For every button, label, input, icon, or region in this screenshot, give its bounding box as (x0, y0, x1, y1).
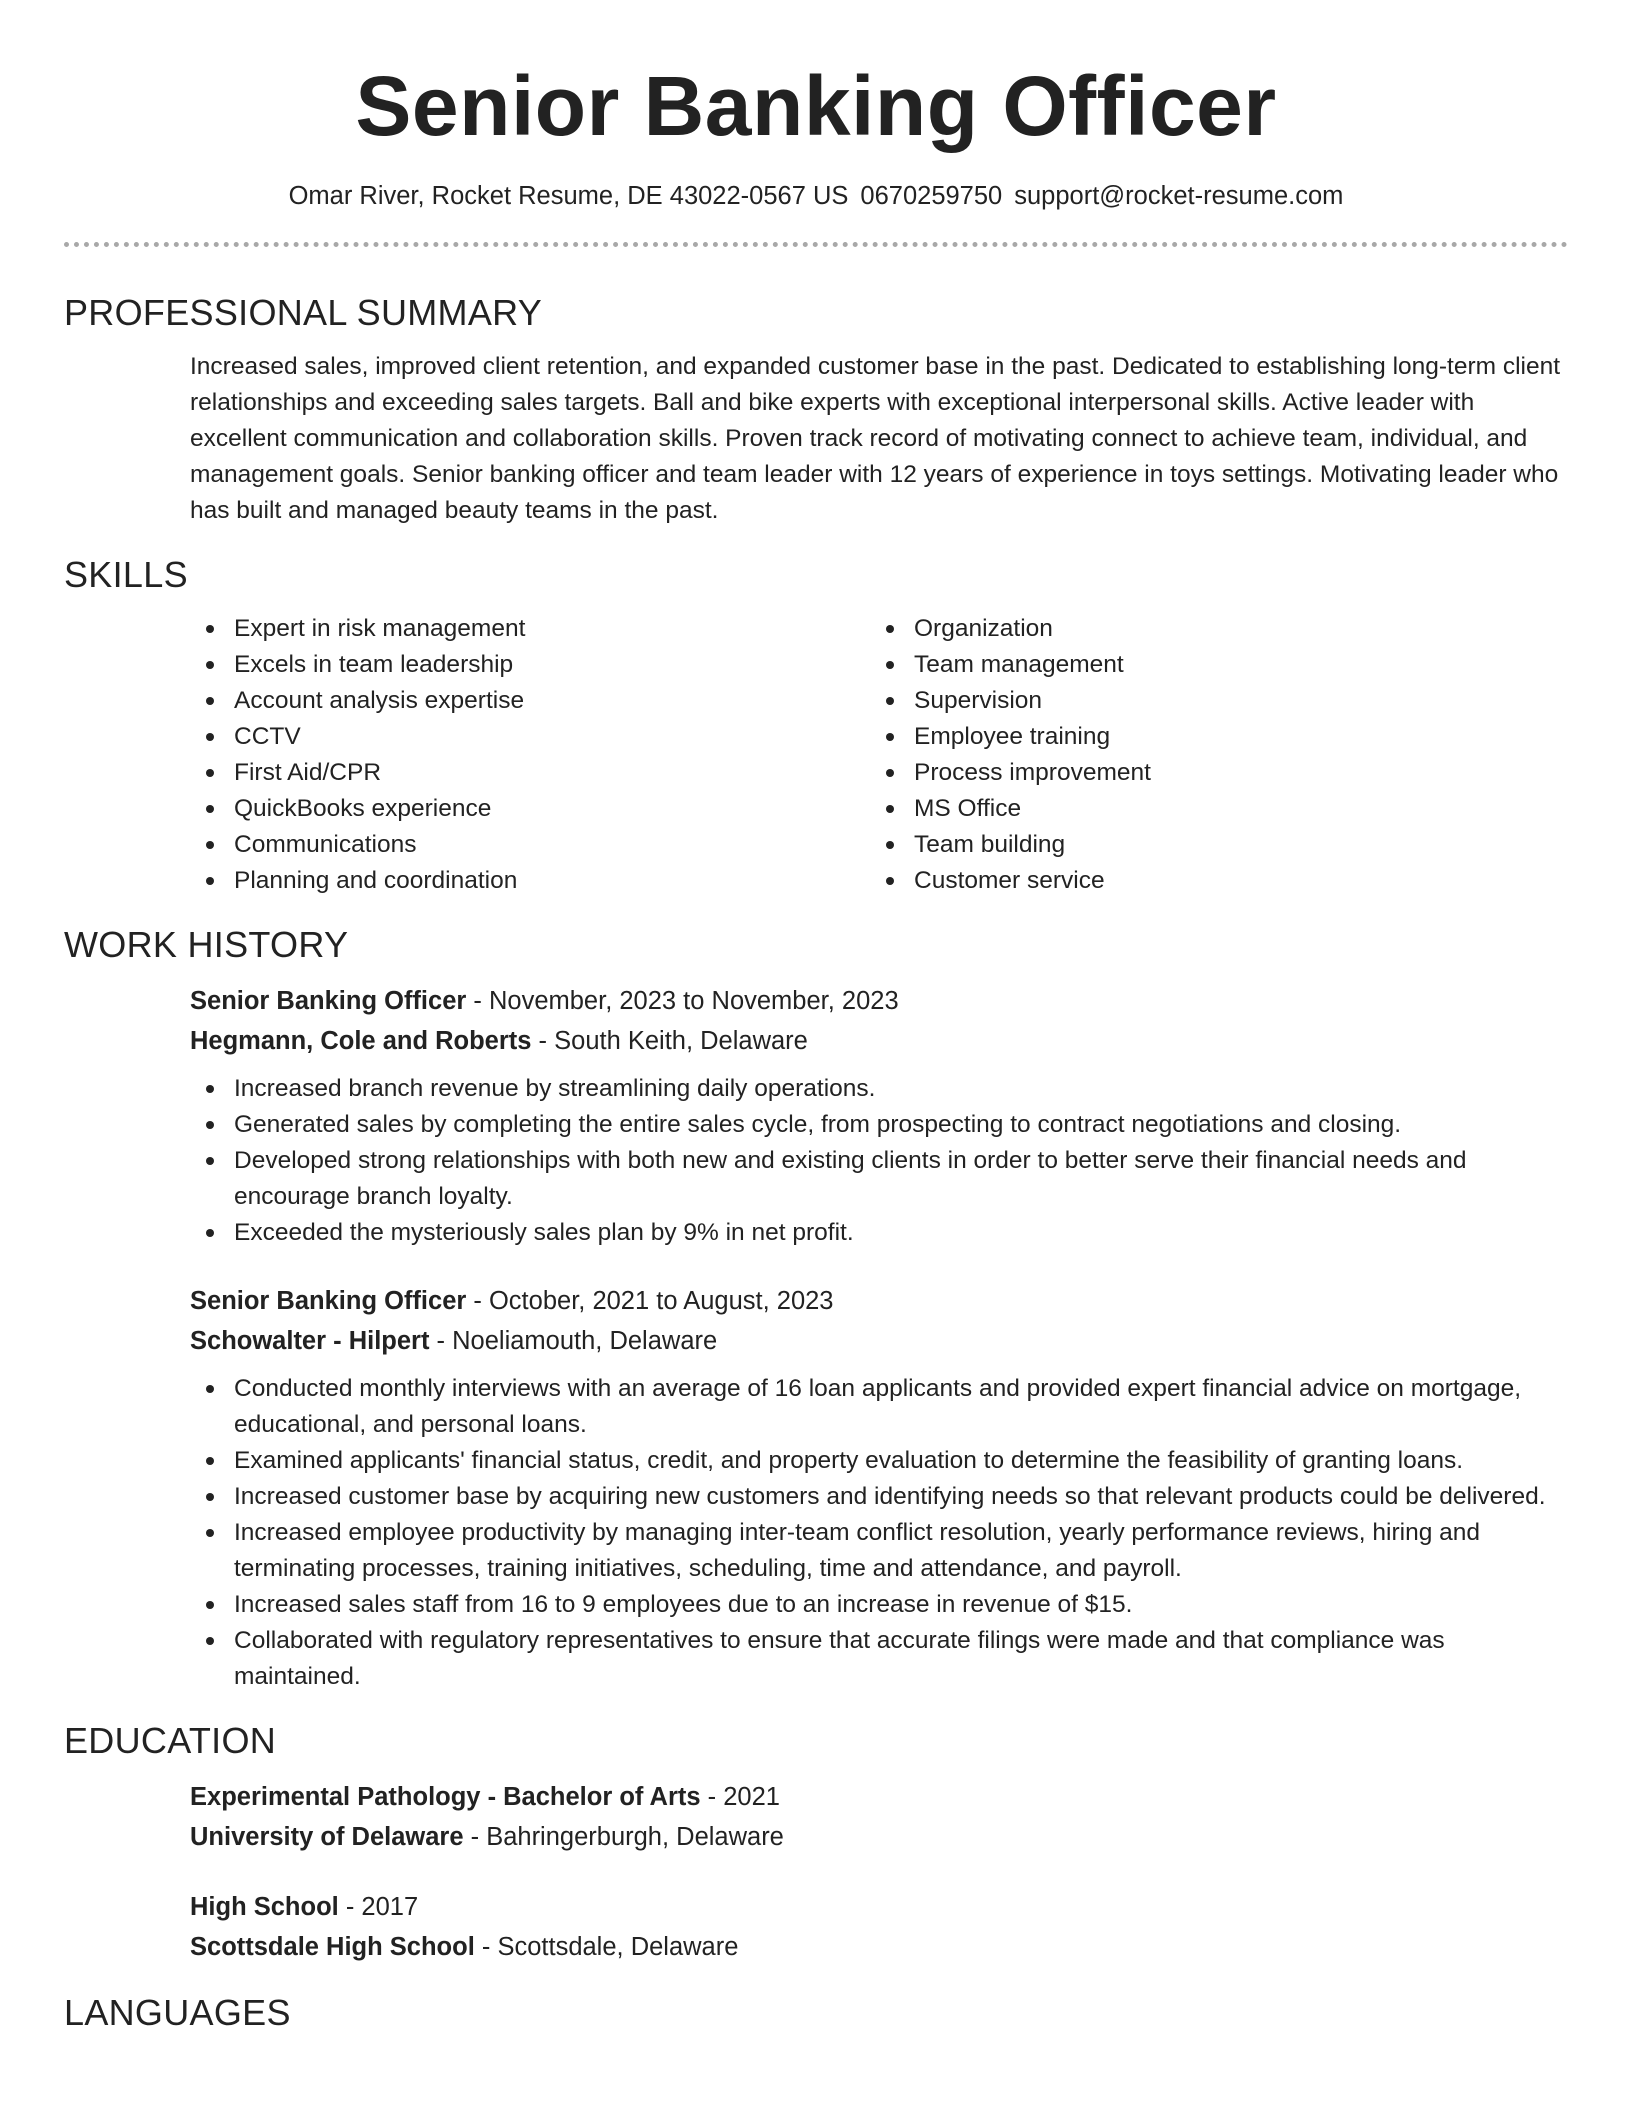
contact-email: support@rocket-resume.com (1014, 182, 1344, 210)
job-bullet: Generated sales by completing the entire sales cycle, from prospecting to contract negotiations and closing. (190, 1107, 1568, 1143)
skills-list (64, 611, 1568, 899)
job-bullet: Increased sales staff from 16 to 9 employees due to an increase in revenue of $15. (190, 1587, 1568, 1623)
job-position: Senior Banking Officer (190, 987, 467, 1015)
education-school: University of Delaware (190, 1823, 464, 1851)
summary-heading: PROFESSIONAL SUMMARY (64, 292, 543, 333)
job-bullet: Increased employee productivity by managing inter-team conflict resolution, yearly performance reviews, hiring and terminating processes, training initiatives, scheduling, time and attendance, and payroll. (190, 1515, 1568, 1587)
job-title-line (190, 1281, 1568, 1321)
job-bullet: Increased branch revenue by streamlining daily operations. (190, 1071, 1568, 1107)
contact-line (64, 180, 1568, 212)
education-degree: Experimental Pathology - Bachelor of Arts (190, 1783, 701, 1811)
skill-item: Supervision (870, 683, 1550, 719)
skill-item: QuickBooks experience (190, 791, 870, 827)
job-dates: - October, 2021 to August, 2023 (466, 1287, 834, 1315)
resume-title: Senior Banking Officer (355, 59, 1277, 153)
skill-item: Communications (190, 827, 870, 863)
job-bullet: Conducted monthly interviews with an average of 16 loan applicants and provided expert financial advice on mortgage, educational, and personal loans. (190, 1371, 1568, 1443)
education-school-line (190, 1817, 1568, 1857)
skill-item: Process improvement (870, 755, 1550, 791)
skill-item: Team management (870, 647, 1550, 683)
job-dates: - November, 2023 to November, 2023 (466, 987, 899, 1015)
education-degree-line (190, 1777, 1568, 1817)
contact-address: Omar River, Rocket Resume, DE 43022-0567 US (288, 182, 849, 210)
education-year: - 2021 (700, 1783, 780, 1811)
job-company: Hegmann, Cole and Roberts (190, 1027, 532, 1055)
skills-column-right (870, 611, 1550, 899)
skill-item: CCTV (190, 719, 870, 755)
skill-item: MS Office (870, 791, 1550, 827)
job-bullet: Collaborated with regulatory representatives to ensure that accurate filings were made and that compliance was maintained. (190, 1623, 1568, 1695)
job-bullet: Exceeded the mysteriously sales plan by 9% in net profit. (190, 1215, 1568, 1251)
skills-column-left (190, 611, 870, 899)
job-bullets (190, 1071, 1568, 1251)
job-title-line (190, 981, 1568, 1021)
education-entry (64, 1777, 1568, 1857)
skill-item: Organization (870, 611, 1550, 647)
languages-heading: LANGUAGES (64, 1992, 291, 2033)
job-location: - South Keith, Delaware (531, 1027, 808, 1055)
education-year: - 2017 (338, 1893, 419, 1921)
education-entry (64, 1887, 1568, 1967)
education-location: - Bahringerburgh, Delaware (463, 1823, 784, 1851)
education-school: Scottsdale High School (190, 1933, 475, 1961)
skill-item: Excels in team leadership (190, 647, 870, 683)
education-degree-line (190, 1887, 1568, 1927)
skills-heading: SKILLS (64, 554, 188, 595)
skill-item: Team building (870, 827, 1550, 863)
job-bullet: Examined applicants' financial status, credit, and property evaluation to determine the feasibility of granting loans. (190, 1443, 1568, 1479)
job-company-line (190, 1321, 1568, 1361)
summary-text: Increased sales, improved client retention, and expanded customer base in the past. Dedicated to establishing long-term client relationships and exceeding sales targets. Ball and bike experts with exceptional interpersonal skills. Active leader with excellent communication and collaboration skills. Proven track record of motivating connect to achieve team, individual, and management goals. Senior banking officer and team leader with 12 years of experience in toys settings. Motivating leader who has built and managed beauty teams in the past. (190, 353, 1561, 524)
job-bullet: Increased customer base by acquiring new customers and identifying needs so that relevant products could be delivered. (190, 1479, 1568, 1515)
skill-item: Planning and coordination (190, 863, 870, 899)
job-position: Senior Banking Officer (190, 1287, 467, 1315)
skill-item: Account analysis expertise (190, 683, 870, 719)
skill-item: First Aid/CPR (190, 755, 870, 791)
skill-item: Customer service (870, 863, 1550, 899)
header-divider (64, 242, 1568, 247)
job-entry (64, 1281, 1568, 1695)
job-company: Schowalter - Hilpert (190, 1327, 430, 1355)
job-location: - Noeliamouth, Delaware (429, 1327, 718, 1355)
job-entry (64, 981, 1568, 1251)
contact-phone: 0670259750 (860, 182, 1003, 210)
skill-item: Expert in risk management (190, 611, 870, 647)
work-heading: WORK HISTORY (64, 924, 349, 965)
job-company-line (190, 1021, 1568, 1061)
job-bullets (190, 1371, 1568, 1695)
job-bullet: Developed strong relationships with both new and existing clients in order to better serve their financial needs and encourage branch loyalty. (190, 1143, 1568, 1215)
education-school-line (190, 1927, 1568, 1967)
education-degree: High School (190, 1893, 339, 1921)
skill-item: Employee training (870, 719, 1550, 755)
education-location: - Scottsdale, Delaware (474, 1933, 739, 1961)
education-heading: EDUCATION (64, 1720, 277, 1761)
